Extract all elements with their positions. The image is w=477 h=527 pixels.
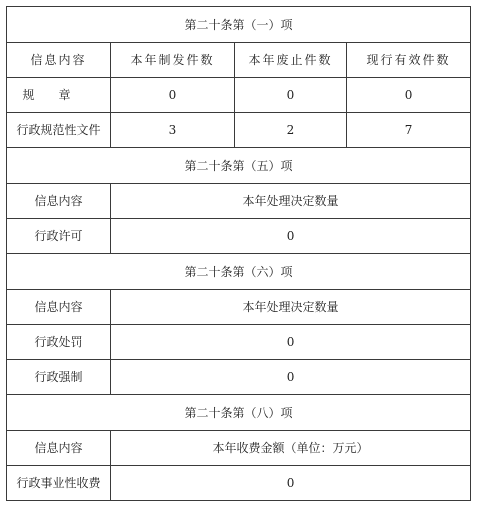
section-title: 第二十条第（六）项 — [7, 254, 471, 290]
section-title: 第二十条第（五）项 — [7, 148, 471, 184]
value-cell: 0 — [111, 219, 471, 254]
row-label: 行政强制 — [7, 360, 111, 395]
section-title: 第二十条第（一）项 — [7, 7, 471, 43]
header-row — [7, 184, 471, 219]
header-cell-repealed: 本年废止件数 — [235, 43, 347, 78]
row-label: 行政规范性文件 — [7, 113, 111, 148]
section-title-row — [7, 254, 471, 290]
value-cell: 2 — [235, 113, 347, 148]
header-cell-info: 信息内容 — [7, 184, 111, 219]
section-title-row — [7, 148, 471, 184]
row-label: 行政处罚 — [7, 325, 111, 360]
header-cell-count: 本年处理决定数量 — [111, 290, 471, 325]
table-row — [7, 360, 471, 395]
row-label: 规章 — [7, 78, 111, 113]
row-label: 行政事业性收费 — [7, 466, 111, 501]
header-row — [7, 43, 471, 78]
table-row — [7, 219, 471, 254]
table-row — [7, 325, 471, 360]
section-title: 第二十条第（八）项 — [7, 395, 471, 431]
value-cell: 0 — [347, 78, 471, 113]
disclosure-table — [6, 6, 471, 501]
header-cell-info: 信息内容 — [7, 290, 111, 325]
value-cell: 0 — [111, 78, 235, 113]
header-cell-issued: 本年制发件数 — [111, 43, 235, 78]
table-row — [7, 466, 471, 501]
table-row — [7, 113, 471, 148]
table-row — [7, 78, 471, 113]
section-title-row — [7, 395, 471, 431]
header-cell-info: 信息内容 — [7, 43, 111, 78]
value-cell: 3 — [111, 113, 235, 148]
row-label: 行政许可 — [7, 219, 111, 254]
header-cell-amount: 本年收费金额（单位：万元） — [111, 431, 471, 466]
value-cell: 0 — [111, 466, 471, 501]
value-cell: 0 — [111, 360, 471, 395]
header-cell-valid: 现行有效件数 — [347, 43, 471, 78]
value-cell: 7 — [347, 113, 471, 148]
header-cell-count: 本年处理决定数量 — [111, 184, 471, 219]
value-cell: 0 — [111, 325, 471, 360]
section-title-row — [7, 7, 471, 43]
value-cell: 0 — [235, 78, 347, 113]
header-cell-info: 信息内容 — [7, 431, 111, 466]
header-row — [7, 290, 471, 325]
header-row — [7, 431, 471, 466]
